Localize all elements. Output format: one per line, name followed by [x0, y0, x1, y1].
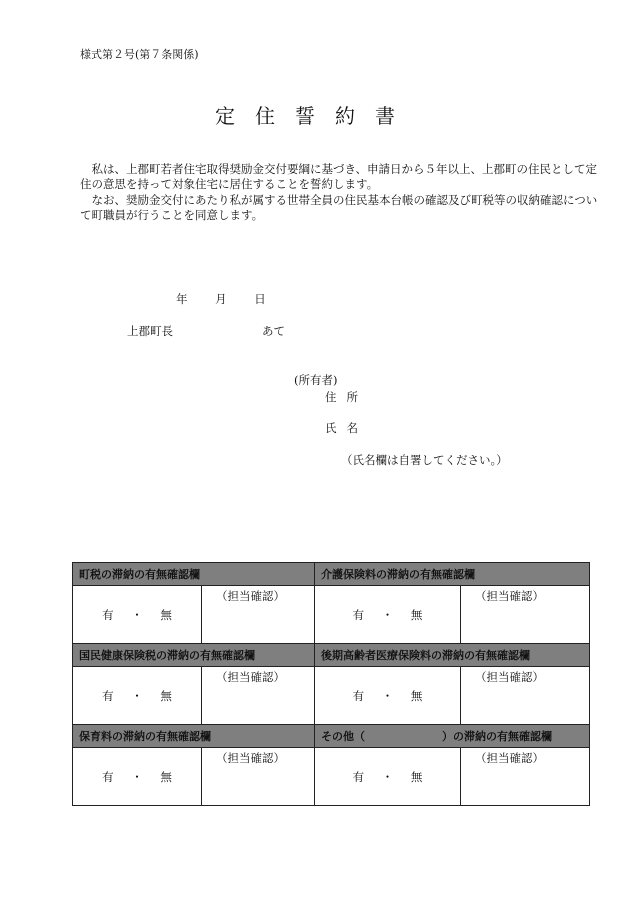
staff-check-cell: （担当確認）	[461, 667, 590, 725]
date-line: 年 月 日	[176, 292, 266, 306]
staff-check-cell: （担当確認）	[202, 748, 315, 806]
name-label: 氏名	[325, 421, 368, 435]
form-number: 様式第２号(第７条関係)	[80, 48, 199, 61]
status-value: 有 ・ 無	[315, 586, 461, 644]
document-title: 定住誓約書	[215, 104, 415, 128]
table-header-cell: 国民健康保険税の滞納の有無確認欄	[73, 644, 315, 667]
staff-check-cell: （担当確認）	[461, 586, 590, 644]
staff-check-cell: （担当確認）	[461, 748, 590, 806]
addressee-suffix: あて	[262, 324, 285, 338]
table-header-cell: 町税の滞納の有無確認欄	[73, 563, 315, 586]
status-value: 有 ・ 無	[73, 586, 202, 644]
owner-label: (所有者)	[294, 373, 338, 387]
status-value: 有 ・ 無	[315, 748, 461, 806]
addressee-mayor: 上郡町長	[127, 324, 173, 338]
table-header-cell: その他（ ）の滞納の有無確認欄	[315, 725, 590, 748]
table-header-cell: 保育料の滞納の有無確認欄	[73, 725, 315, 748]
staff-check-cell: （担当確認）	[202, 586, 315, 644]
arrears-confirmation-table	[72, 562, 590, 806]
status-value: 有 ・ 無	[73, 667, 202, 725]
status-value: 有 ・ 無	[73, 748, 202, 806]
address-label: 住所	[325, 390, 368, 404]
staff-check-cell: （担当確認）	[202, 667, 315, 725]
table-header-cell: 後期高齢者医療保険料の滞納の有無確認欄	[315, 644, 590, 667]
consent-paragraph: なお、奨励金交付にあたり私が属する世帯全員の住民基本台帳の確認及び町税等の収納確認について町職員が行うことを同意します。	[80, 193, 598, 222]
table-header-cell: 介護保険料の滞納の有無確認欄	[315, 563, 590, 586]
signature-note: （氏名欄は自署してください。）	[341, 453, 508, 467]
pledge-paragraph: 私は、上郡町若者住宅取得奨励金交付要綱に基づき、申請日から５年以上、上郡町の住民として定住の意思を持って対象住宅に居住することを誓約します。	[80, 162, 598, 191]
status-value: 有 ・ 無	[315, 667, 461, 725]
